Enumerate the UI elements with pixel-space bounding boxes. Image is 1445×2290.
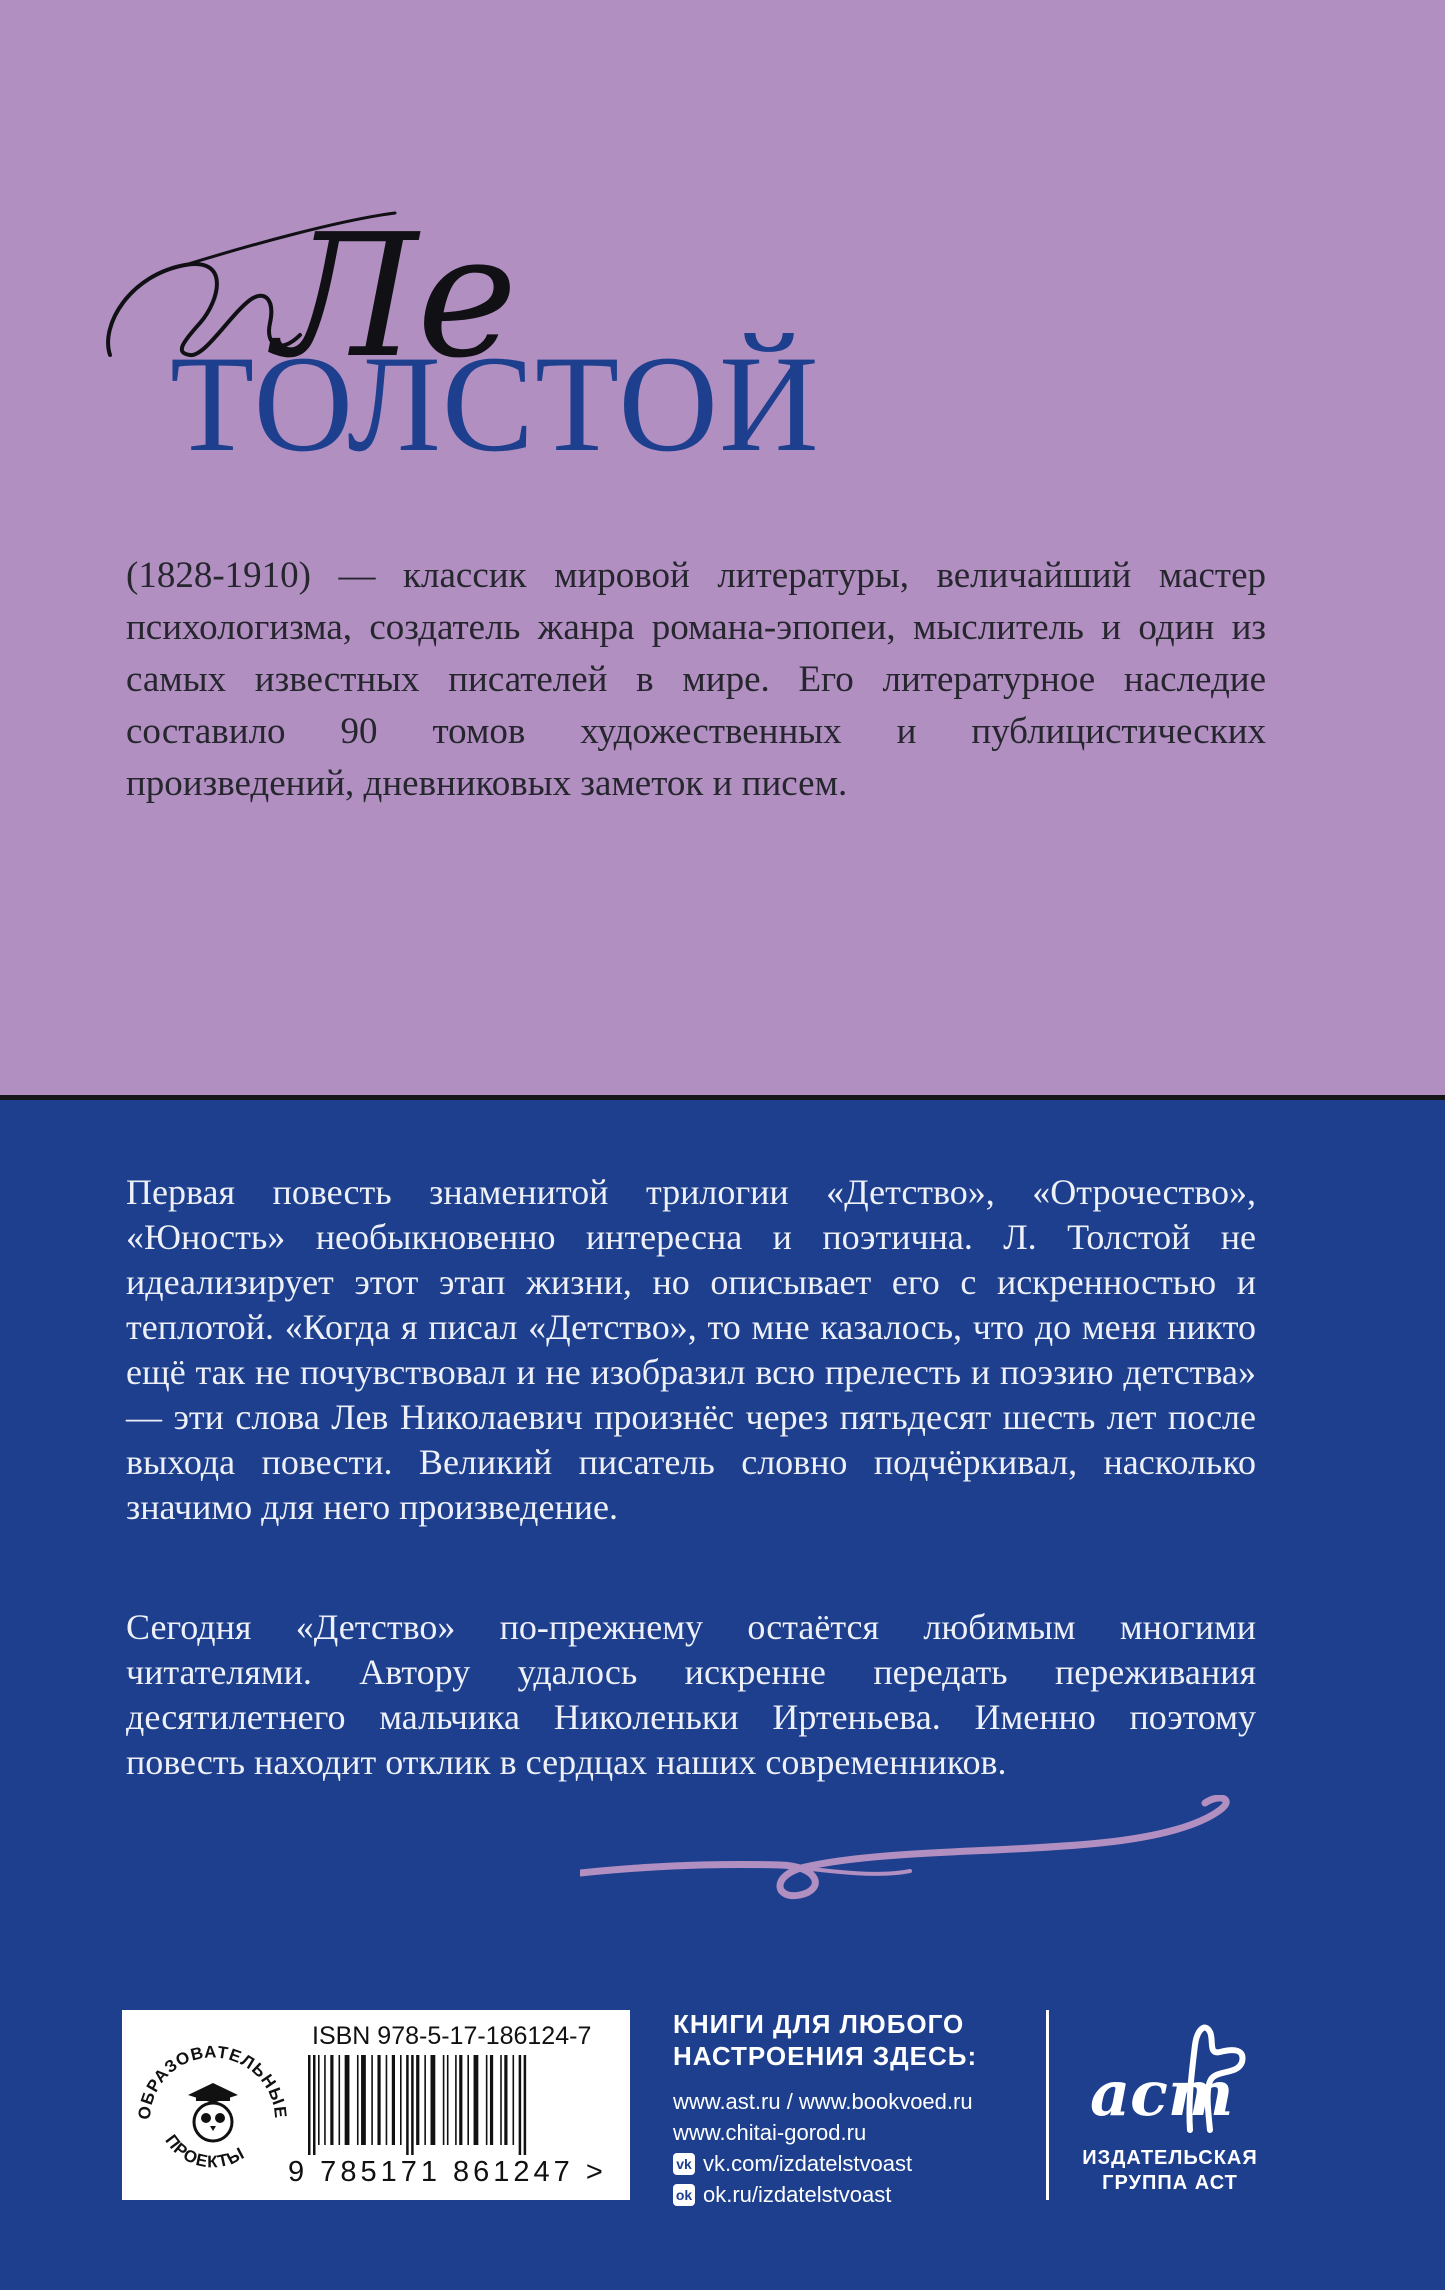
barcode-bar	[392, 2055, 395, 2145]
vk-link-row[interactable]	[673, 2148, 1033, 2179]
description-paragraph-2-text: Сегодня «Детство» по-прежнему остаётся любимым многими читателями. Автору удалось искренне передать переживания десятилетнего мальчика Николеньки Иртеньева. Именно поэтому повесть находит отклик в сердцах наших современников.	[126, 1607, 1256, 1782]
barcode-bar	[318, 2055, 320, 2145]
top-panel	[0, 0, 1445, 1095]
description-paragraph-2	[126, 1605, 1256, 1785]
description-paragraph-1	[126, 1170, 1256, 1530]
series-logo-bottom-text: ПРОЕКТЫ	[161, 2131, 248, 2172]
barcode-bar	[416, 2055, 419, 2145]
barcode-bar	[500, 2055, 502, 2145]
ok-link[interactable]: ok.ru/izdatelstvoast	[703, 2182, 892, 2207]
barcode-bar	[486, 2055, 488, 2145]
vk-icon: vk	[673, 2153, 695, 2175]
publisher-label: ИЗДАТЕЛЬСКАЯ ГРУППА АСТ	[1082, 2147, 1258, 2194]
barcode-bar	[424, 2055, 426, 2145]
barcode-bars	[306, 2055, 606, 2155]
barcode-box	[122, 2010, 630, 2200]
publisher-info	[673, 2008, 1033, 2210]
educational-projects-logo	[130, 2025, 295, 2185]
barcode-bar	[371, 2055, 373, 2145]
barcode-bar	[455, 2055, 457, 2145]
author-last-name: ТОЛСТОЙ	[170, 327, 820, 480]
ast-logo-text: аст	[1090, 2057, 1234, 2130]
barcode-bar	[443, 2055, 445, 2145]
barcode-bar	[524, 2055, 527, 2155]
link-ast-bookvoed[interactable]: www.ast.ru / www.bookvoed.ru	[673, 2089, 973, 2114]
barcode-bar	[313, 2055, 316, 2155]
barcode-bar	[467, 2055, 469, 2145]
barcode-bar	[447, 2055, 449, 2145]
barcode-bar	[361, 2055, 366, 2145]
barcode-bar	[400, 2055, 402, 2145]
vk-link[interactable]: vk.com/izdatelstvoast	[703, 2151, 913, 2176]
link-chitai-gorod[interactable]: www.chitai-gorod.ru	[673, 2120, 867, 2145]
barcode-digits: 9 785171 861247 >	[288, 2156, 607, 2188]
info-heading: КНИГИ ДЛЯ ЛЮБОГО НАСТРОЕНИЯ ЗДЕСЬ:	[673, 2009, 978, 2071]
owl-icon	[188, 2083, 238, 2141]
barcode-bar	[504, 2055, 507, 2145]
odnoklassniki-icon: ok	[673, 2184, 695, 2206]
series-logo-top-text: ОБРАЗОВАТЕЛЬНЫЕ	[134, 2042, 291, 2121]
description-paragraph-1-text: Первая повесть знаменитой трилогии «Детство», «Отрочество», «Юность» необыкновенно интересна и поэтична. Л. Толстой не идеализирует этот этап жизни, но описывает его с искренностью и теплотой. «Когда я писал «Детство», то мне казалось, что до меня никто ещё так не почувствовал и не изобразил всю прелесть и поэзию детства» — эти слова Лев Николаевич произнёс через пятьдесят шесть лет после выхода повести. Великий писатель словно подчёркивал, насколько значимо для него произведение.	[126, 1172, 1256, 1527]
ok-link-row[interactable]	[673, 2179, 1033, 2210]
barcode-bar	[345, 2055, 350, 2145]
barcode-bar	[431, 2055, 436, 2145]
author-bio: (1828-1910) — классик мировой литературы, величайший мастер психологизма, создатель жанра романа-эпопеи, мыслитель и один из самых известных писателей в мире. Его литературное наследие составило 90 томов художественных и публицистических произведений, дневниковых заметок и писем.	[126, 555, 1266, 804]
barcode-bar	[324, 2055, 326, 2145]
svg-text:ПРОЕКТЫ	[161, 2131, 248, 2171]
barcode-bar	[339, 2055, 341, 2145]
decorative-flourish	[580, 1795, 1260, 1915]
barcode-bar	[513, 2055, 515, 2145]
ast-logo	[1080, 2010, 1260, 2140]
info-separator	[1046, 2010, 1049, 2200]
barcode-bar	[490, 2055, 493, 2145]
author-first-name-text: Ле	[275, 205, 510, 385]
svg-text:ОБРАЗОВАТЕЛЬНЫЕ	[135, 2042, 291, 2120]
barcode-bar	[459, 2055, 462, 2145]
barcode-bar	[330, 2055, 333, 2145]
barcode-bar	[308, 2055, 311, 2155]
barcode-bar	[386, 2055, 388, 2145]
barcode-bar	[411, 2055, 414, 2155]
barcode-bar	[406, 2055, 409, 2155]
barcode-bar	[377, 2055, 380, 2145]
isbn-number: ISBN 978-5-17-186124-7	[312, 2022, 592, 2050]
barcode-bar	[519, 2055, 522, 2155]
barcode-bar	[474, 2055, 479, 2145]
barcode-bar	[357, 2055, 359, 2145]
